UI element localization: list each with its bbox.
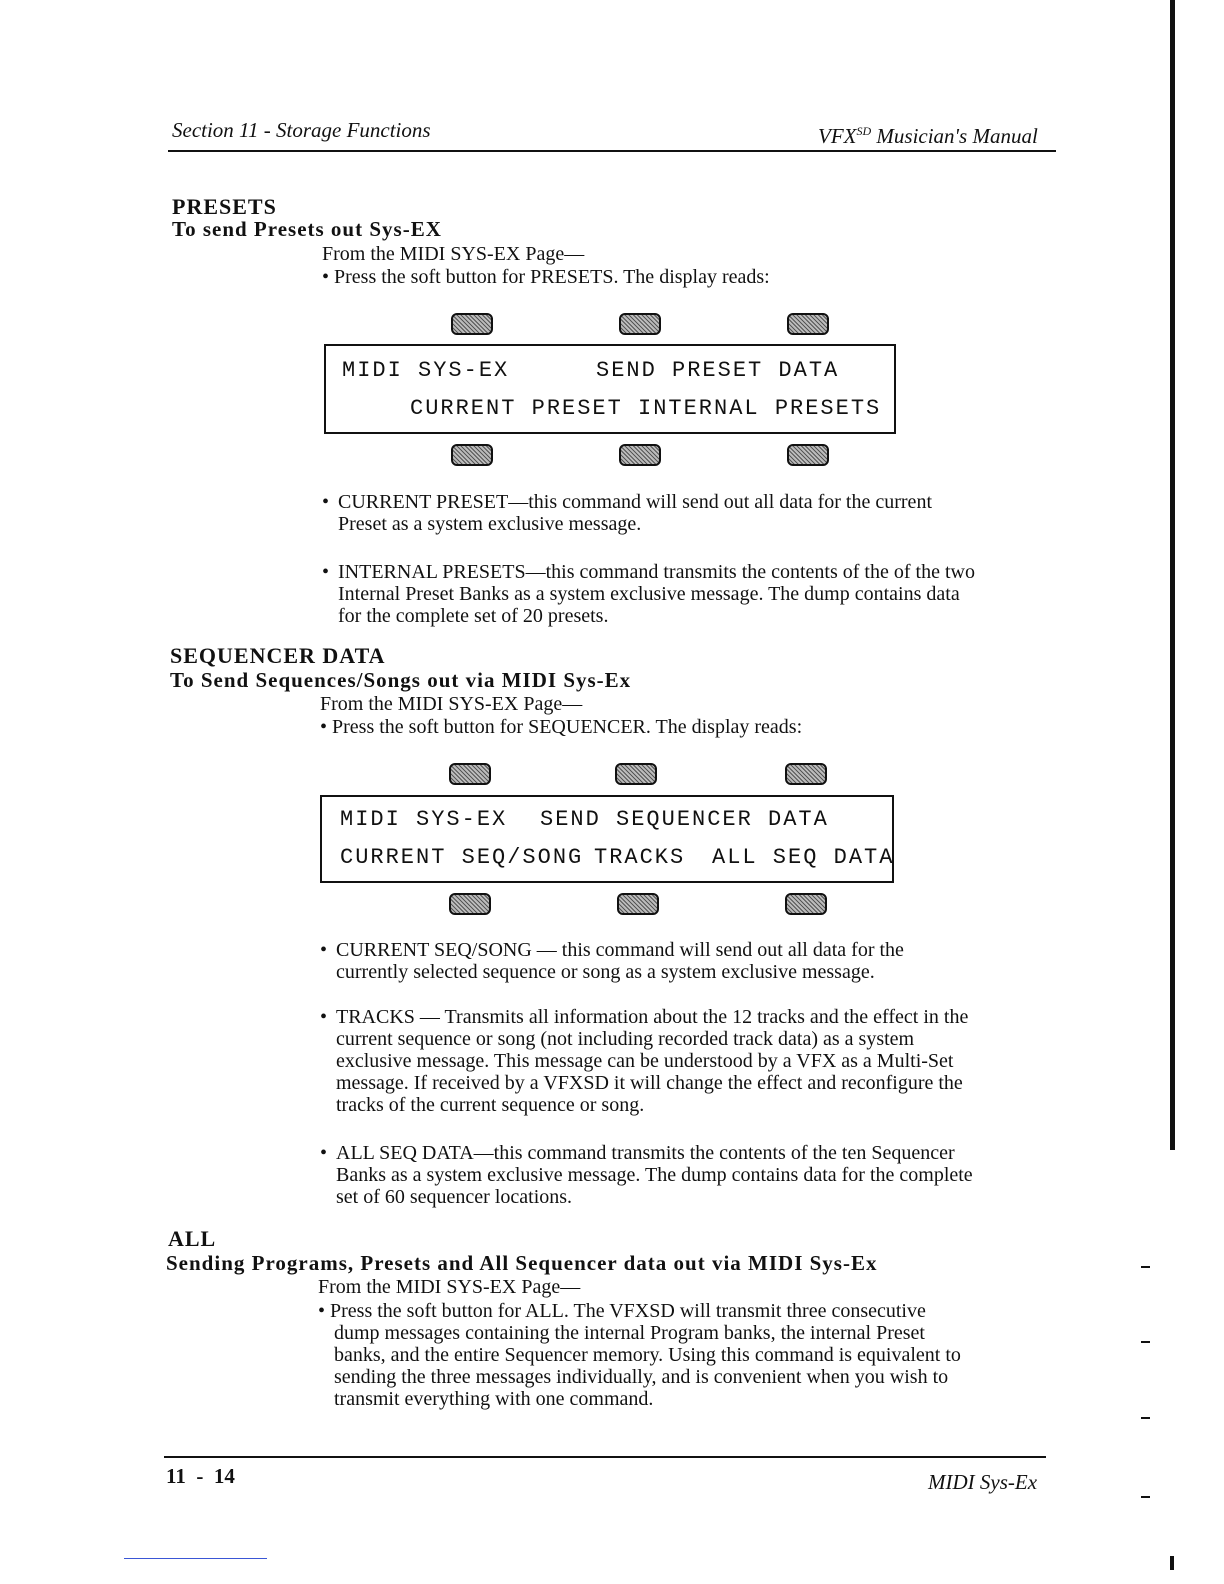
header-manual: Musician's Manual — [871, 124, 1038, 148]
bullet-line: Banks as a system exclusive message. The dump contains data for the complete — [336, 1164, 973, 1186]
presets-subheading: To send Presets out Sys-EX — [172, 217, 442, 241]
bullet-dot: • — [320, 1142, 328, 1164]
bullet-line: tracks of the current sequence or song. — [336, 1094, 645, 1116]
header-sd: SD — [856, 124, 872, 138]
soft-button-top-3[interactable] — [787, 313, 829, 335]
soft-button-top-1[interactable] — [451, 313, 493, 335]
soft-button-bottom-1[interactable] — [449, 893, 491, 915]
soft-button-top-2[interactable] — [615, 763, 657, 785]
all-line: sending the three messages individually, and is convenient when you wish to — [334, 1366, 949, 1388]
soft-button-bottom-2[interactable] — [619, 444, 661, 466]
bullet-tracks — [320, 1006, 969, 1116]
bullet-line: Preset as a system exclusive message. — [338, 513, 642, 535]
sequencer-from: From the MIDI SYS-EX Page— — [320, 693, 583, 715]
bullet-line: TRACKS — Transmits all information about the 12 tracks and the effect in the — [336, 1006, 969, 1028]
bullet-dot: • — [322, 491, 330, 513]
header-vfx: VFX — [818, 124, 857, 148]
bullet-line: for the complete set of 20 presets. — [338, 605, 609, 627]
margin-mark — [1141, 1496, 1150, 1498]
soft-button-top-2[interactable] — [619, 313, 661, 335]
margin-mark — [1141, 1266, 1150, 1268]
display-current-seq-song: CURRENT SEQ/SONG — [340, 845, 584, 870]
presets-press: • Press the soft button for PRESETS. The display reads: — [322, 266, 770, 288]
all-paragraph — [318, 1300, 961, 1410]
soft-button-bottom-1[interactable] — [451, 444, 493, 466]
all-line: • Press the soft button for ALL. The VFXSD will transmit three consecutive — [318, 1300, 926, 1322]
page-number: 11 - 14 — [166, 1464, 235, 1488]
sequencer-heading: SEQUENCER DATA — [170, 643, 386, 668]
bullet-line: CURRENT PRESET—this command will send out all data for the current — [338, 491, 932, 513]
soft-button-bottom-2[interactable] — [617, 893, 659, 915]
display-line1-left: MIDI SYS-EX — [340, 807, 508, 832]
scan-blue-line — [124, 1558, 267, 1559]
display-all-seq-data: ALL SEQ DATA — [712, 845, 895, 870]
bullet-dot: • — [320, 1006, 328, 1028]
all-subheading: Sending Programs, Presets and All Sequencer data out via MIDI Sys-Ex — [166, 1251, 878, 1275]
presets-from: From the MIDI SYS-EX Page— — [322, 243, 585, 265]
bullet-dot: • — [322, 561, 330, 583]
bullet-current-preset — [322, 491, 932, 535]
bullet-internal-presets — [322, 561, 975, 627]
margin-mark — [1141, 1341, 1150, 1343]
sequencer-display — [320, 795, 894, 883]
display-internal-presets: INTERNAL PRESETS — [638, 396, 882, 421]
display-line1-left: MIDI SYS-EX — [342, 358, 510, 383]
bullet-line: exclusive message. This message can be understood by a VFX as a Multi-Set — [336, 1050, 954, 1072]
display-tracks: TRACKS — [594, 845, 686, 870]
header-rule — [168, 150, 1056, 152]
bullet-line: message. If received by a VFXSD it will change the effect and reconfigure the — [336, 1072, 963, 1094]
soft-button-top-3[interactable] — [785, 763, 827, 785]
all-line: banks, and the entire Sequencer memory. Using this command is equivalent to — [334, 1344, 961, 1366]
bullet-line: currently selected sequence or song as a system exclusive message. — [336, 961, 875, 983]
bullet-line: set of 60 sequencer locations. — [336, 1186, 573, 1208]
all-line: dump messages containing the internal Program banks, the internal Preset — [334, 1322, 925, 1344]
presets-display — [324, 344, 896, 434]
scan-edge-line — [1170, 0, 1175, 1150]
soft-button-top-1[interactable] — [449, 763, 491, 785]
margin-mark — [1170, 1556, 1174, 1570]
footer-rule — [164, 1456, 1046, 1458]
bullet-line: CURRENT SEQ/SONG — this command will send out all data for the — [336, 939, 904, 961]
display-current-preset: CURRENT PRESET — [410, 396, 623, 421]
bullet-line: INTERNAL PRESETS—this command transmits the contents of the of the two — [338, 561, 975, 583]
bullet-dot: • — [320, 939, 328, 961]
bullet-current-seq-song — [320, 939, 904, 983]
bullet-line: ALL SEQ DATA—this command transmits the contents of the ten Sequencer — [336, 1142, 955, 1164]
all-from: From the MIDI SYS-EX Page— — [318, 1276, 581, 1298]
header-section: Section 11 - Storage Functions — [172, 118, 431, 142]
display-line1-right: SEND SEQUENCER DATA — [540, 807, 829, 832]
sequencer-press: • Press the soft button for SEQUENCER. The display reads: — [320, 716, 803, 738]
soft-button-bottom-3[interactable] — [787, 444, 829, 466]
bullet-all-seq-data — [320, 1142, 973, 1208]
footer-topic: MIDI Sys-Ex — [928, 1470, 1038, 1494]
margin-mark — [1141, 1417, 1150, 1419]
display-line1-right: SEND PRESET DATA — [596, 358, 840, 383]
all-line: transmit everything with one command. — [334, 1388, 654, 1410]
header-manual-title — [818, 124, 1038, 149]
presets-heading: PRESETS — [172, 194, 277, 219]
all-heading: ALL — [168, 1226, 217, 1251]
bullet-line: Internal Preset Banks as a system exclusive message. The dump contains data — [338, 583, 960, 605]
bullet-line: current sequence or song (not including recorded track data) as a system — [336, 1028, 915, 1050]
soft-button-bottom-3[interactable] — [785, 893, 827, 915]
sequencer-subheading: To Send Sequences/Songs out via MIDI Sys-Ex — [170, 668, 632, 692]
